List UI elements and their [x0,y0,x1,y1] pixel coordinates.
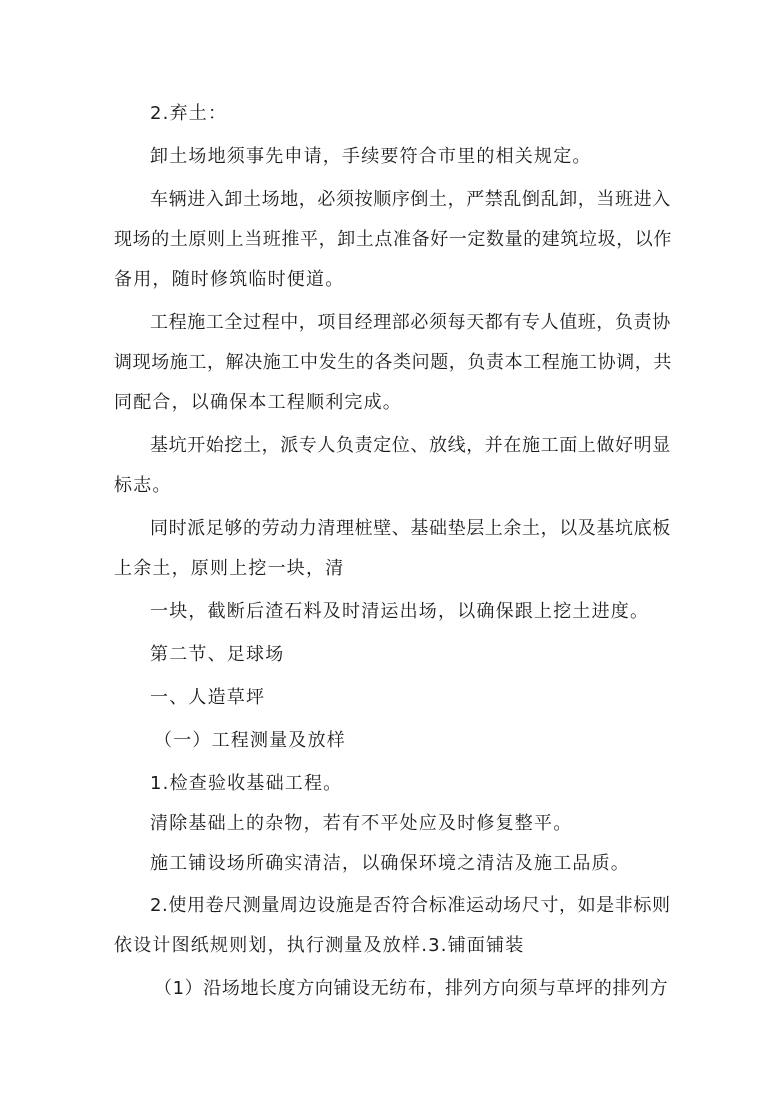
paragraph-line: 车辆进入卸土场地，必须按顺序倒土，严禁乱倒乱卸，当班进入 [150,189,671,210]
paragraph-line: 卸土场地须事先申请，手续要符合市里的相关规定。 [150,146,592,167]
paragraph-line: 备用，随时修筑临时便道。 [114,269,345,290]
paragraph-line: 调现场施工，解决施工中发生的各类问题，负责本工程施工协调，共 [114,352,672,373]
paragraph-line: 清除基础上的杂物，若有不平处应及时修复整平。 [150,813,573,834]
paragraph-line: 依设计图纸规则划，执行测量及放样.3.铺面铺装 [114,935,525,956]
section-heading-football-field: 第二节、足球场 [150,644,285,665]
paragraph-line: 一块，截断后渣石料及时清运出场，以确保跟上挖土进度。 [150,601,650,622]
numbered-item: 1.检查验收基础工程。 [150,773,343,794]
subsection-heading-artificial-turf: 一、人造草坪 [150,687,266,708]
paragraph-line: 同时派足够的劳动力清理桩壁、基础垫层上余土，以及基坑底板 [150,518,671,539]
numbered-item: （1）沿场地长度方向铺设无纺布，排列方向须与草坪的排列方 [154,978,669,999]
paragraph-line: 基坑开始挖土，派专人负责定位、放线，并在施工面上做好明显 [150,435,671,456]
numbered-item: 2.使用卷尺测量周边设施是否符合标准运动场尺寸，如是非标则 [150,895,671,916]
section-heading-spoil: 2.弃土： [150,103,228,124]
paragraph-line: 施工铺设场所确实清洁，以确保环境之清洁及施工品质。 [150,853,630,874]
subsection-heading-survey: （一）工程测量及放样 [154,730,346,751]
paragraph-line: 同配合，以确保本工程顺利完成。 [114,392,402,413]
paragraph-line: 工程施工全过程中，项目经理部必须每天都有专人值班，负责协 [150,312,671,333]
paragraph-line: 现场的土原则上当班推平，卸土点准备好一定数量的建筑垃圾，以作 [114,229,672,250]
paragraph-line: 上余土，原则上挖一块，清 [114,558,345,579]
paragraph-line: 标志。 [114,475,172,496]
